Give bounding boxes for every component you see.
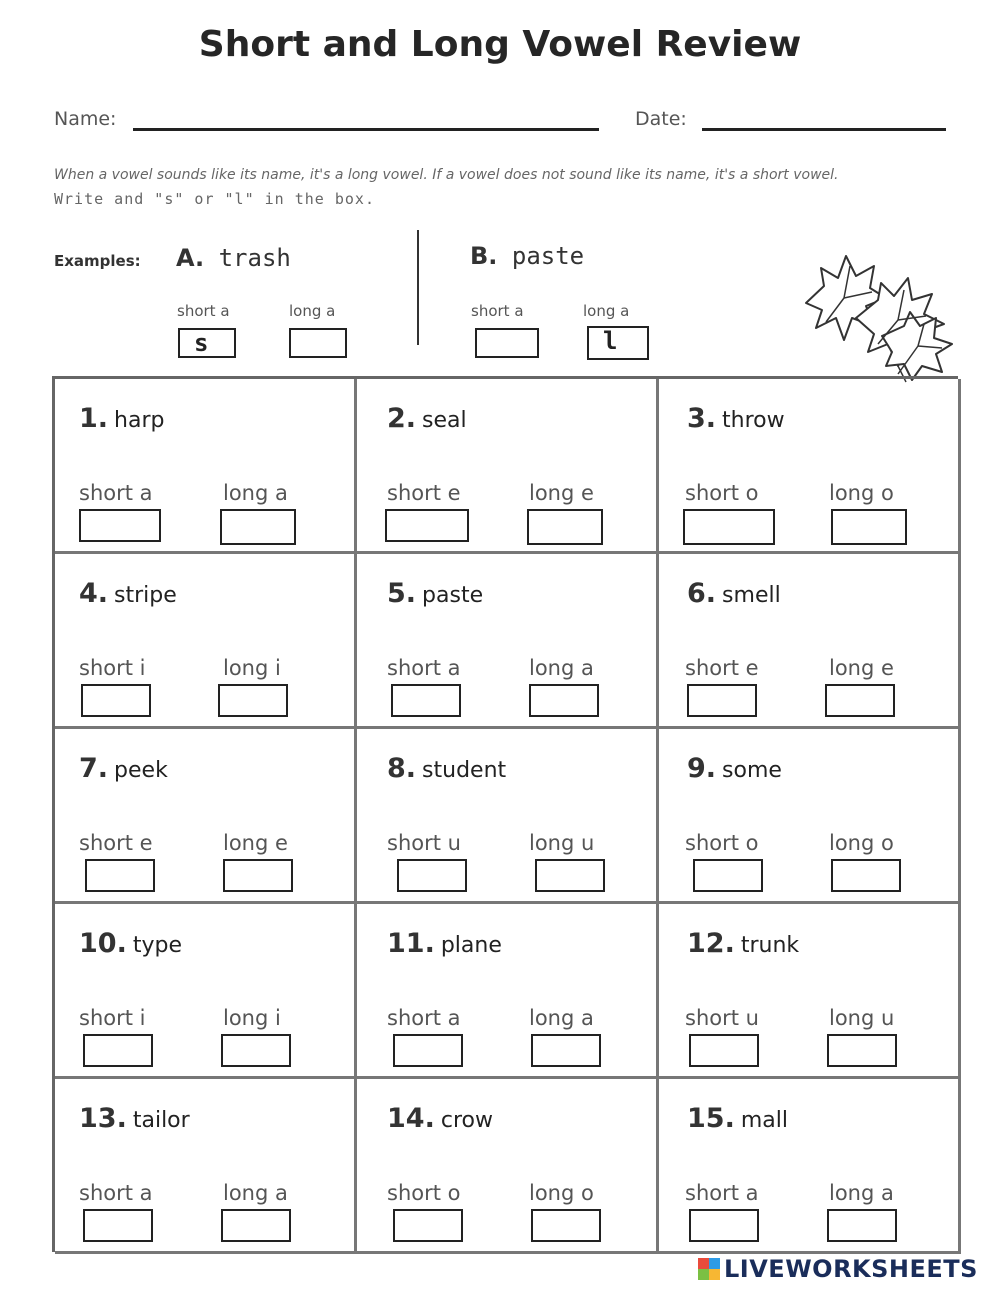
- long-answer-box[interactable]: [531, 1209, 601, 1242]
- item-number: 15.: [687, 1103, 735, 1134]
- long-label: long a: [223, 481, 288, 505]
- instructions: [54, 163, 884, 212]
- short-answer-box[interactable]: [391, 684, 461, 717]
- example-b-word: paste: [511, 242, 585, 270]
- long-answer-box[interactable]: [529, 684, 599, 717]
- short-answer-box[interactable]: [393, 1209, 463, 1242]
- short-label: short a: [387, 1006, 461, 1030]
- short-answer-box[interactable]: [693, 859, 763, 892]
- exercise-cell: [659, 904, 961, 1079]
- item-number: 6.: [687, 578, 717, 609]
- short-answer-box[interactable]: [683, 509, 775, 545]
- item-number: 9.: [687, 753, 717, 784]
- exercise-cell: [659, 729, 961, 904]
- short-answer-box[interactable]: [385, 509, 469, 542]
- short-answer-box[interactable]: [79, 509, 161, 542]
- example-a-word: trash: [218, 244, 291, 272]
- long-answer-box[interactable]: [223, 859, 293, 892]
- item-number: 11.: [387, 928, 435, 959]
- long-label: long u: [829, 1006, 895, 1030]
- example-b: [470, 242, 584, 270]
- short-answer-box[interactable]: [687, 684, 757, 717]
- short-answer-box[interactable]: [689, 1209, 759, 1242]
- item-word: some: [722, 758, 782, 783]
- example-a-long-label: long a: [289, 302, 336, 320]
- short-answer-box[interactable]: [393, 1034, 463, 1067]
- item-word: tailor: [132, 1108, 190, 1133]
- short-answer-box[interactable]: [397, 859, 467, 892]
- liveworksheets-brand[interactable]: [698, 1254, 978, 1284]
- long-label: long o: [529, 1181, 594, 1205]
- example-b-long-box[interactable]: l: [587, 326, 649, 360]
- long-label: long a: [529, 656, 594, 680]
- item-number: 13.: [79, 1103, 127, 1134]
- item-number: 14.: [387, 1103, 435, 1134]
- short-label: short e: [79, 831, 153, 855]
- short-label: short a: [79, 481, 153, 505]
- instructions-handwritten: Write and "s" or "l" in the box.: [54, 190, 375, 208]
- item-number: 2.: [387, 403, 417, 434]
- brand-text: LIVEWORKSHEETS: [724, 1255, 978, 1283]
- short-answer-box[interactable]: [689, 1034, 759, 1067]
- long-answer-box[interactable]: [535, 859, 605, 892]
- example-b-short-box[interactable]: [475, 328, 539, 358]
- item-number: 4.: [79, 578, 109, 609]
- item-word: type: [132, 933, 182, 958]
- item-4: [79, 578, 177, 609]
- item-number: 12.: [687, 928, 735, 959]
- name-label: Name:: [54, 108, 117, 130]
- item-number: 3.: [687, 403, 717, 434]
- long-answer-box[interactable]: [827, 1209, 897, 1242]
- short-answer-box[interactable]: [85, 859, 155, 892]
- long-label: long a: [829, 1181, 894, 1205]
- long-answer-box[interactable]: [221, 1209, 291, 1242]
- long-label: long o: [829, 831, 894, 855]
- item-8: [387, 753, 506, 784]
- item-word: mall: [740, 1108, 788, 1133]
- exercise-cell: [55, 1079, 357, 1254]
- item-6: [687, 578, 781, 609]
- item-1: [79, 403, 164, 434]
- short-label: short e: [387, 481, 461, 505]
- exercise-cell: [55, 904, 357, 1079]
- date-field[interactable]: [702, 128, 946, 131]
- short-label: short u: [387, 831, 461, 855]
- item-number: 10.: [79, 928, 127, 959]
- item-7: [79, 753, 168, 784]
- exercise-cell: [357, 729, 659, 904]
- example-b-long-label: long a: [583, 302, 630, 320]
- date-label: Date:: [635, 108, 687, 130]
- long-answer-box[interactable]: [831, 859, 901, 892]
- long-answer-box[interactable]: [218, 684, 288, 717]
- short-label: short o: [685, 481, 759, 505]
- short-label: short a: [79, 1181, 153, 1205]
- short-label: short a: [387, 656, 461, 680]
- example-a: [176, 244, 291, 272]
- item-10: [79, 928, 182, 959]
- exercise-cell: [659, 554, 961, 729]
- long-answer-box[interactable]: [825, 684, 895, 717]
- examples-label: Examples:: [54, 252, 141, 270]
- item-9: [687, 753, 782, 784]
- short-label: short i: [79, 656, 146, 680]
- long-label: long i: [223, 656, 281, 680]
- short-label: short e: [685, 656, 759, 680]
- name-field[interactable]: [133, 128, 599, 131]
- long-label: long e: [529, 481, 594, 505]
- long-label: long a: [529, 1006, 594, 1030]
- long-answer-box[interactable]: [531, 1034, 601, 1067]
- liveworksheets-logo-icon: [698, 1258, 720, 1280]
- exercise-cell: [357, 379, 659, 554]
- exercise-cell: [357, 554, 659, 729]
- long-label: long e: [829, 656, 894, 680]
- exercise-cell: [659, 1079, 961, 1254]
- exercise-cell: [357, 904, 659, 1079]
- exercise-cell: [659, 379, 961, 554]
- item-11: [387, 928, 502, 959]
- item-12: [687, 928, 799, 959]
- short-label: short a: [685, 1181, 759, 1205]
- item-number: 5.: [387, 578, 417, 609]
- exercise-cell: [357, 1079, 659, 1254]
- example-b-letter: B.: [470, 242, 498, 270]
- item-13: [79, 1103, 190, 1134]
- item-number: 1.: [79, 403, 109, 434]
- short-answer-box[interactable]: [81, 684, 151, 717]
- item-word: trunk: [740, 933, 800, 958]
- item-word: student: [422, 758, 507, 783]
- item-number: 8.: [387, 753, 417, 784]
- long-answer-box[interactable]: [831, 509, 907, 545]
- item-15: [687, 1103, 788, 1134]
- short-answer-box[interactable]: [83, 1034, 153, 1067]
- short-label: short i: [79, 1006, 146, 1030]
- item-word: throw: [722, 408, 785, 433]
- example-b-short-label: short a: [471, 302, 524, 320]
- long-label: long o: [829, 481, 894, 505]
- short-label: short u: [685, 1006, 759, 1030]
- example-a-short-label: short a: [177, 302, 230, 320]
- item-word: seal: [422, 408, 467, 433]
- page-title: Short and Long Vowel Review: [198, 24, 802, 65]
- long-label: long a: [223, 1181, 288, 1205]
- long-answer-box[interactable]: [827, 1034, 897, 1067]
- item-3: [687, 403, 785, 434]
- long-answer-box[interactable]: [220, 509, 296, 545]
- item-word: crow: [440, 1108, 493, 1133]
- example-a-long-box[interactable]: [289, 328, 347, 358]
- example-a-letter: A.: [176, 244, 205, 272]
- example-a-short-box[interactable]: s: [178, 328, 236, 358]
- instructions-text: When a vowel sounds like its name, it's a long vowel. If a vowel does not sound like its name, it's a short vowel.: [54, 167, 839, 183]
- item-number: 7.: [79, 753, 109, 784]
- exercise-grid: [52, 376, 958, 1252]
- item-2: [387, 403, 467, 434]
- short-answer-box[interactable]: [83, 1209, 153, 1242]
- long-answer-box[interactable]: [221, 1034, 291, 1067]
- item-word: stripe: [114, 583, 177, 608]
- item-word: smell: [722, 583, 781, 608]
- exercise-cell: [55, 379, 357, 554]
- item-5: [387, 578, 483, 609]
- long-label: long i: [223, 1006, 281, 1030]
- exercise-cell: [55, 554, 357, 729]
- examples-divider: [417, 230, 419, 345]
- long-label: long u: [529, 831, 595, 855]
- long-label: long e: [223, 831, 288, 855]
- item-word: harp: [114, 408, 165, 433]
- item-word: paste: [422, 583, 484, 608]
- long-answer-box[interactable]: [527, 509, 603, 545]
- maple-leaves-icon: [786, 248, 961, 383]
- short-label: short o: [387, 1181, 461, 1205]
- item-word: peek: [114, 758, 168, 783]
- item-14: [387, 1103, 493, 1134]
- exercise-cell: [55, 729, 357, 904]
- item-word: plane: [440, 933, 502, 958]
- short-label: short o: [685, 831, 759, 855]
